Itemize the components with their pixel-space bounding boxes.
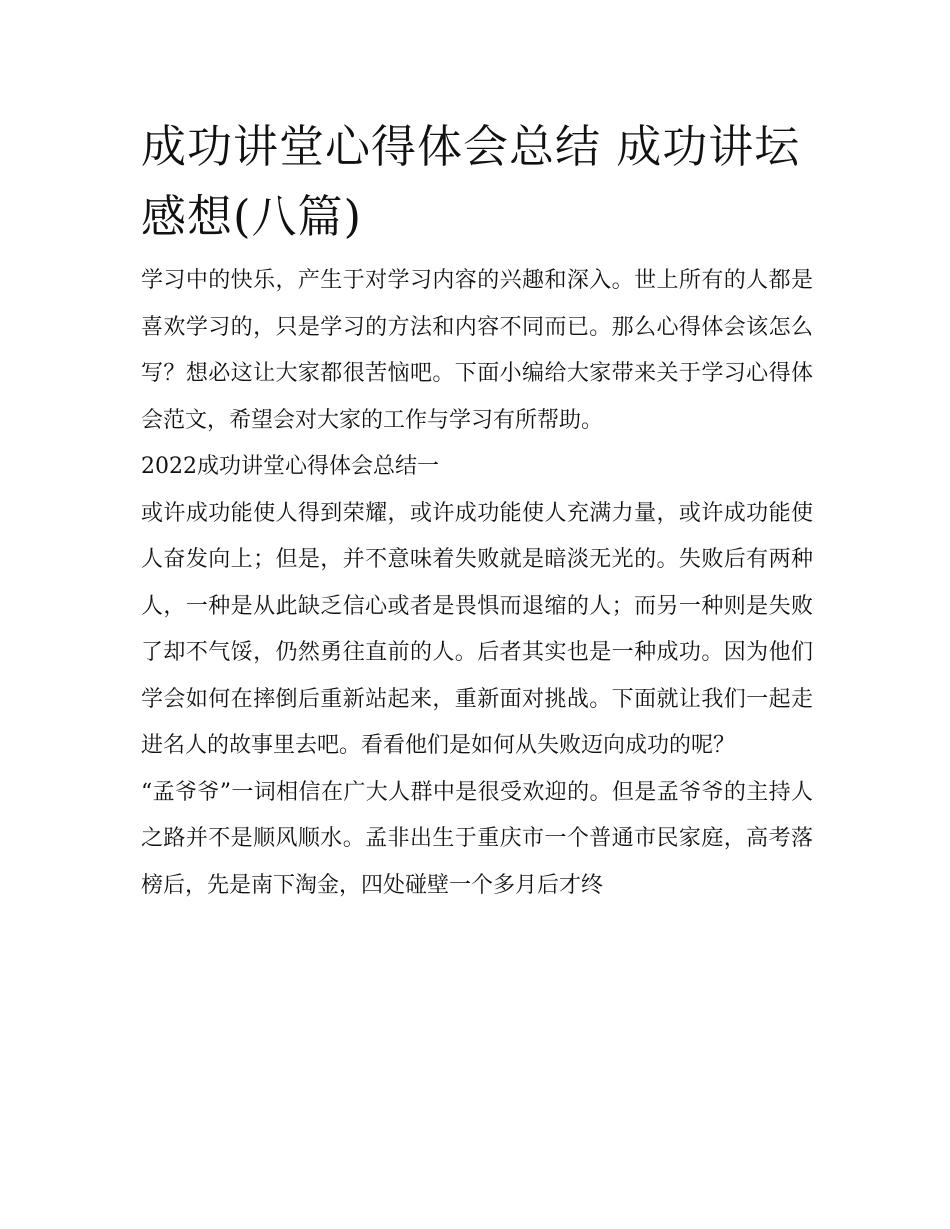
intro-paragraph: 学习中的快乐，产生于对学习内容的兴趣和深入。世上所有的人都是喜欢学习的，只是学习的方法和内容不同而已。那么心得体会该怎么写？想必这让大家都很苦恼吧。下面小编给大家带来关于学习心得体会范文，希望会对大家的工作与学习有所帮助。 — [141, 268, 813, 433]
body-paragraph-1: 或许成功能使人得到荣耀，或许成功能使人充满力量，或许成功能使人奋发向上；但是，并不意味着失败就是暗淡无光的。失败后有两种人，一种是从此缺乏信心或者是畏惧而退缩的人；而另一种则是失败了却不气馁，仍然勇往直前的人。后者其实也是一种成功。因为他们学会如何在摔倒后重新站起来，重新面对挑战。下面就让我们一起走进名人的故事里去吧。看看他们是如何从失败迈向成功的呢？ — [141, 500, 813, 758]
body-paragraph-2: “孟爷爷”一词相信在广大人群中是很受欢迎的。但是孟爷爷的主持人之路并不是顺风顺水。孟非出生于重庆市一个普通市民家庭，高考落榜后，先是南下淘金，四处碰壁一个多月后才终 — [141, 779, 813, 898]
section-heading: 2022成功讲堂心得体会总结一 — [141, 454, 439, 479]
document-title: 成功讲堂心得体会总结 成功讲坛感想(八篇) — [141, 120, 801, 243]
document-page — [141, 112, 813, 909]
